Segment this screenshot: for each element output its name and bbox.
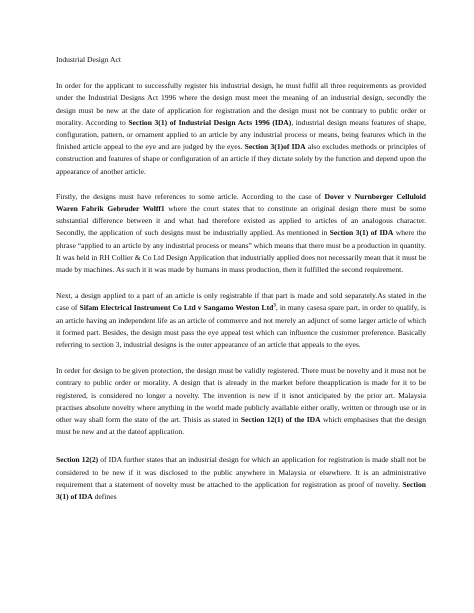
text-run: of IDA further states that an industrial design for which an application for registration is made shall not be considered to be new if it was disclosed to the public anywhere in Malaysia or elsewhere. It is an administrative requirement that a statement of novelty must be attached to the application for registration as proof of novelty.	[56, 455, 426, 489]
document-page	[56, 54, 426, 517]
text-run: where the court states that to constitute an original design there must be some substantial difference between it and what had therefore existed as applied to articles of an analogous character. Secondly, the application of such designs must be industrially applied. As mentioned in	[56, 204, 426, 238]
paragraph-5	[56, 454, 426, 503]
paragraph-4	[56, 365, 426, 438]
text-run: defines	[92, 492, 117, 502]
bold-citation: Section 3(1) of Industrial Design Acts 1996 (IDA)	[128, 117, 292, 127]
text-run: Firstly, the designs must have references to some article. According to the case of	[56, 191, 325, 201]
text-run: In order for design to be given protection, the design must be validly registered. There must be novelty and it must not be contrary to public order or morality. A design that is already in the market before theapplication is made for it to be registered, is considered no longer a novelty. The invention is new if it isnot anticipated by the prior art. Malaysia practises absolute novelty where anything in the world made publicly available either orally, written or through use or in other way shall form the state of the art. Thisis as stated in	[56, 366, 426, 425]
text-run: which emphasises that the design must be new and at the dateof application.	[56, 415, 426, 437]
text-run: , in many casesa spare part, in order to qualify, is an article having an independent life as an article of commerce and not merely an adjunct of some larger article of which it formed part. Besides, the design must pass the eye appeal test which can influence the customer preference. Basically referring to section 3, industrial designs is the outer appearance of an article that appeals to the eyes.	[56, 303, 426, 350]
bold-citation: Section 12(2)	[56, 455, 99, 465]
bold-citation: Sifam Electrical Instrument Co Ltd v Sangamo Weston Ltd	[79, 303, 274, 313]
text-run: , industrial design means features of shape, configuration, pattern, or ornament applied to an article by any industrial process or means, being features which in the finished article appeal to the eye and are judged by the eyes.	[56, 117, 426, 152]
footnote-ref: 3	[273, 303, 276, 309]
bold-citation: Section 3(1) of IDA	[329, 228, 394, 238]
text-run: Next, a design applied to a part of an article is only registrable if that part is made and sold separately.As stated in the case of	[56, 291, 426, 313]
paragraph-1	[56, 80, 426, 178]
paragraph-3	[56, 290, 426, 351]
bold-citation: Section 3(1) of IDA	[56, 479, 426, 502]
bold-citation: Section 12(1) of the IDA	[240, 415, 321, 425]
paragraph-2	[56, 191, 426, 276]
document-title: Industrial Design Act	[56, 55, 121, 64]
bold-citation: Section 3(1)of IDA	[244, 142, 306, 152]
text-run: In order for the applicant to successfully register his industrial design, he must fulfil all three requirements as provided under the Industrial Designs Act 1996 where the design must meet the meaning of an industrial design, secondly the design must be new at the date of application for registration and the design must not be contrary to public order or morality. According to	[56, 81, 426, 127]
text-run: also excludes methods or principles of construction and features of shape or configuration of an article if they dictate solely by the function and depend upon the appearance of another article.	[56, 142, 426, 176]
text-run: where the phrase “applied to an article by any industrial process or means” which means that there must be a production in quantity. It was held in RH Collier & Co Ltd Design Application that industrially applied does not necessarily mean that it must be made by machines. As such it it was made by humans in mass production, then it fulfilled the second requirement.	[56, 228, 426, 275]
bold-citation: Dover v Nurnberger Celluloid Waren Fabrik Gebruder Wolff1	[56, 191, 426, 214]
